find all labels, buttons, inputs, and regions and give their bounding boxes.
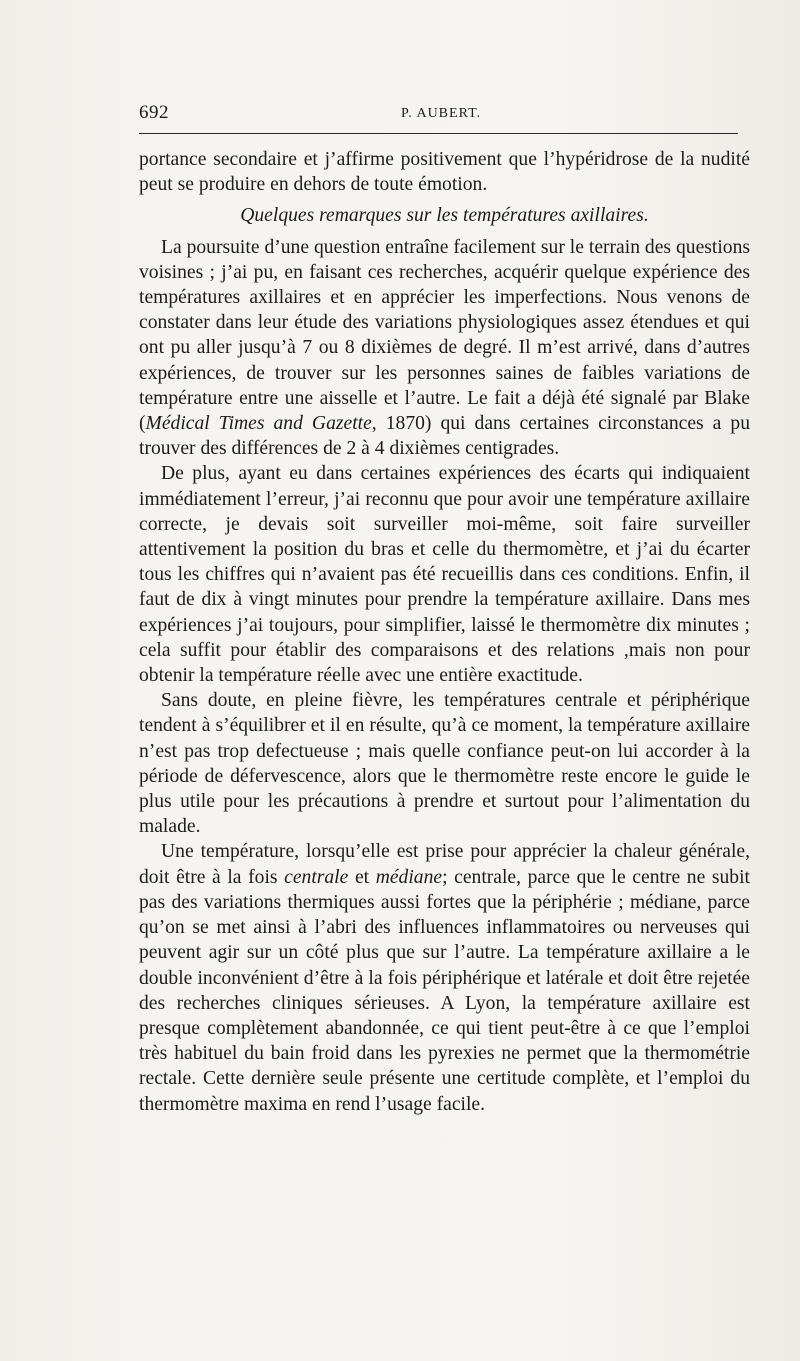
paragraph (139, 235, 750, 462)
running-head: P. AUBERT. (401, 106, 482, 121)
paragraph: Sans doute, en pleine fièvre, les températures centrale et périphérique tendent à s’équilibrer et il en résulte, qu’à ce moment, la température axillaire n’est pas trop defectueuse ; mais quelle confiance peut-on lui accorder à la période de défervescence, alors que le thermomètre reste encore le guide le plus utile pour les précautions à prendre et surtout pour l’alimentation du malade. (139, 690, 750, 838)
emphasis: médiane (375, 866, 443, 888)
page-number: 692 (139, 102, 169, 123)
citation-title: Médical Times and Gazette (145, 413, 372, 435)
page-header (139, 102, 739, 126)
paragraph (139, 839, 750, 1116)
paragraph-text: Une température, lorsqu’elle est prise pour apprécier la chaleur générale, doit être à la fois (139, 841, 750, 888)
paragraph-continuation: portance secondaire et j’affirme positivement que l’hypéridrose de la nudité peut se produire en dehors de toute émotion. (139, 149, 750, 196)
paragraph-text: et (348, 866, 376, 888)
section-heading: Quelques remarques sur les températures axillaires. (240, 205, 649, 227)
body-text (139, 147, 750, 1117)
paragraph: De plus, ayant eu dans certaines expériences des écarts qui indiquaient immédiatement l’erreur, j’ai reconnu que pour avoir une température axillaire correcte, je devais soit surveiller moi-même, soit faire surveiller attentivement la position du bras et celle du thermomètre, et j’ai du écarter tous les chiffres qui n’avaient pas été recueillis dans ces conditions. Enfin, il faut de dix à vingt minutes pour prendre la température axillaire. Dans mes expériences j’ai toujours, pour simplifier, laissé le thermomètre dix minutes ; cela suffit pour établir des comparaisons et des relations ,mais non pour obtenir la température réelle avec une entière exactitude. (139, 463, 750, 687)
paragraph-text: ; centrale, parce que le centre ne subit pas des variations thermiques aussi fortes que la périphérie ; médiane, parce qu’on se met ainsi à l’abri des influences inflammatoires ou nerveuses qui peuvent agir sur un côté plus que sur l’autre. La température axillaire a le double inconvénient d’être à la fois périphérique et latérale et doit être rejetée des recherches cliniques sérieuses. A Lyon, la température axillaire est presque complètement abandonnée, ce qui tient peut-être à ce que l’emploi très habituel du bain froid dans les pyrexies ne permet que la thermométrie rectale. Cette dernière seule présente une certitude complète, et l’emploi du thermomètre maxima en rend l’usage facile. (139, 866, 750, 1115)
header-rule (139, 133, 738, 134)
paragraph-text: La poursuite d’une question entraîne facilement sur le terrain des questions voisines ; j’ai pu, en faisant ces recherches, acquérir quelque expérience des températures axillaires et en apprécier les imperfections. Nous venons de constater dans leur étude des variations physiologiques assez étendues et qui ont pu aller jusqu’à 7 ou 8 dixièmes de degré. Il m’est arrivé, dans d’autres expériences, de trouver sur les personnes saines de faibles variations de température entre une aisselle et l’autre. Le fait a déjà été signalé par Blake ( (139, 236, 750, 435)
paragraph-text: , 1870) qui dans certaines circonstances a pu trouver des différences de 2 à 4 dixièmes centigrades. (139, 413, 750, 460)
emphasis: centrale (284, 866, 349, 888)
